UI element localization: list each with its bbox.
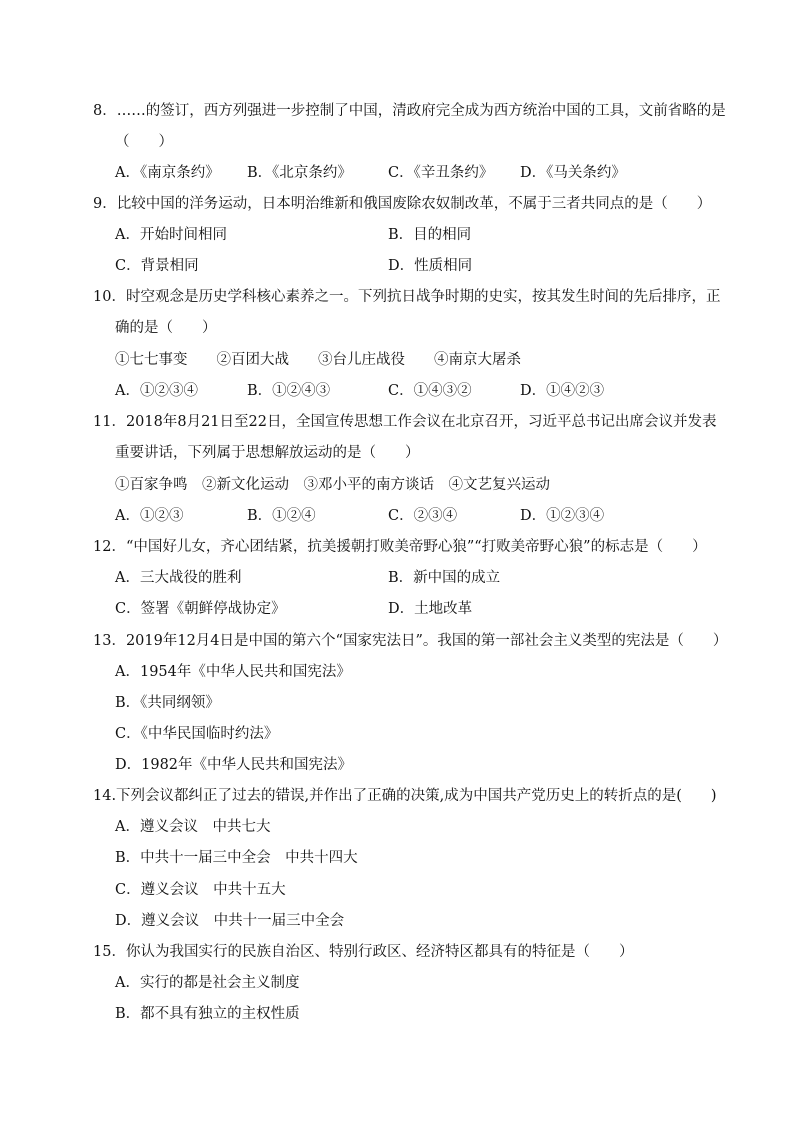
question-stem-line: 10．时空观念是历史学科核心素养之一。下列抗日战争时期的史实，按其发生时间的先后排序，正 <box>93 289 721 305</box>
question-stem-line: ①百家争鸣 ②新文化运动 ③邓小平的南方谈话 ④文艺复兴运动 <box>115 477 550 493</box>
option-c: C．《中华民国临时约法》 <box>115 726 279 742</box>
option-b: B．①②④③ <box>247 383 331 399</box>
option-a: A．开始时间相同 <box>115 227 227 243</box>
option-c: C．签署《朝鲜停战协定》 <box>115 601 286 617</box>
option-c: C．背景相同 <box>115 258 199 274</box>
option-c: C．①④③② <box>388 383 472 399</box>
option-b: B．①②④ <box>247 508 316 524</box>
option-d: D．土地改革 <box>388 601 473 617</box>
option-b: B．目的相同 <box>388 227 472 243</box>
option-a: A．①②③ <box>115 508 184 524</box>
option-b: B．新中国的成立 <box>388 570 501 586</box>
option-a: A．三大战役的胜利 <box>115 570 242 586</box>
option-a: A．实行的都是社会主义制度 <box>115 975 300 991</box>
option-d: D．《马关条约》 <box>520 165 626 181</box>
option-c: C．《辛丑条约》 <box>388 165 494 181</box>
option-d: D．①④②③ <box>520 383 605 399</box>
option-b: B．都不具有独立的主权性质 <box>115 1006 300 1022</box>
question-stem-line: 确的是（ ） <box>115 320 217 336</box>
question-stem-line: ①七七事变 ②百团大战 ③台儿庄战役 ④南京大屠杀 <box>115 352 521 368</box>
question-stem-line: 8．……的签订，西方列强进一步控制了中国，清政府完全成为西方统治中国的工具，文前省略的是 <box>93 103 726 119</box>
question-stem-line: 9．比较中国的洋务运动，日本明治维新和俄国废除农奴制改革，不属于三者共同点的是（ ） <box>93 196 712 212</box>
option-c: C．②③④ <box>388 508 458 524</box>
option-d: D．①②③④ <box>520 508 605 524</box>
option-a: A．《南京条约》 <box>115 165 220 181</box>
option-b: B．《共同纲领》 <box>115 695 220 711</box>
question-stem-line: 11．2018年8月21日至22日，全国宣传思想工作会议在北京召开，习近平总书记出席会议并发表 <box>93 414 717 430</box>
option-a: A．①②③④ <box>115 383 198 399</box>
question-stem-line: （ ） <box>115 134 173 150</box>
option-a: A．遵义会议 中共七大 <box>115 819 271 835</box>
question-stem-line: 13．2019年12月4日是中国的第六个“国家宪法日”。我国的第一部社会主义类型的宪法是（ ） <box>93 633 728 649</box>
question-stem-line: 重要讲话，下列属于思想解放运动的是（ ） <box>115 445 420 461</box>
option-d: D．遵义会议 中共十一届三中全会 <box>115 913 345 929</box>
option-b: B．中共十一届三中全会 中共十四大 <box>115 850 358 866</box>
question-stem-line: 12．“中国好儿女，齐心团结紧，抗美援朝打败美帝野心狼”“打败美帝野心狼”的标志是（ ） <box>93 539 707 555</box>
option-d: D．1982年《中华人民共和国宪法》 <box>115 757 353 773</box>
question-stem-line: 14.下列会议都纠正了过去的错误,并作出了正确的决策,成为中国共产党历史上的转折点的是( ) <box>93 788 717 804</box>
option-d: D．性质相同 <box>388 258 473 274</box>
option-b: B．《北京条约》 <box>247 165 352 181</box>
option-a: A．1954年《中华人民共和国宪法》 <box>115 664 351 680</box>
option-c: C．遵义会议 中共十五大 <box>115 882 286 898</box>
question-stem-line: 15．你认为我国实行的民族自治区、特别行政区、经济特区都具有的特征是（ ） <box>93 944 634 960</box>
